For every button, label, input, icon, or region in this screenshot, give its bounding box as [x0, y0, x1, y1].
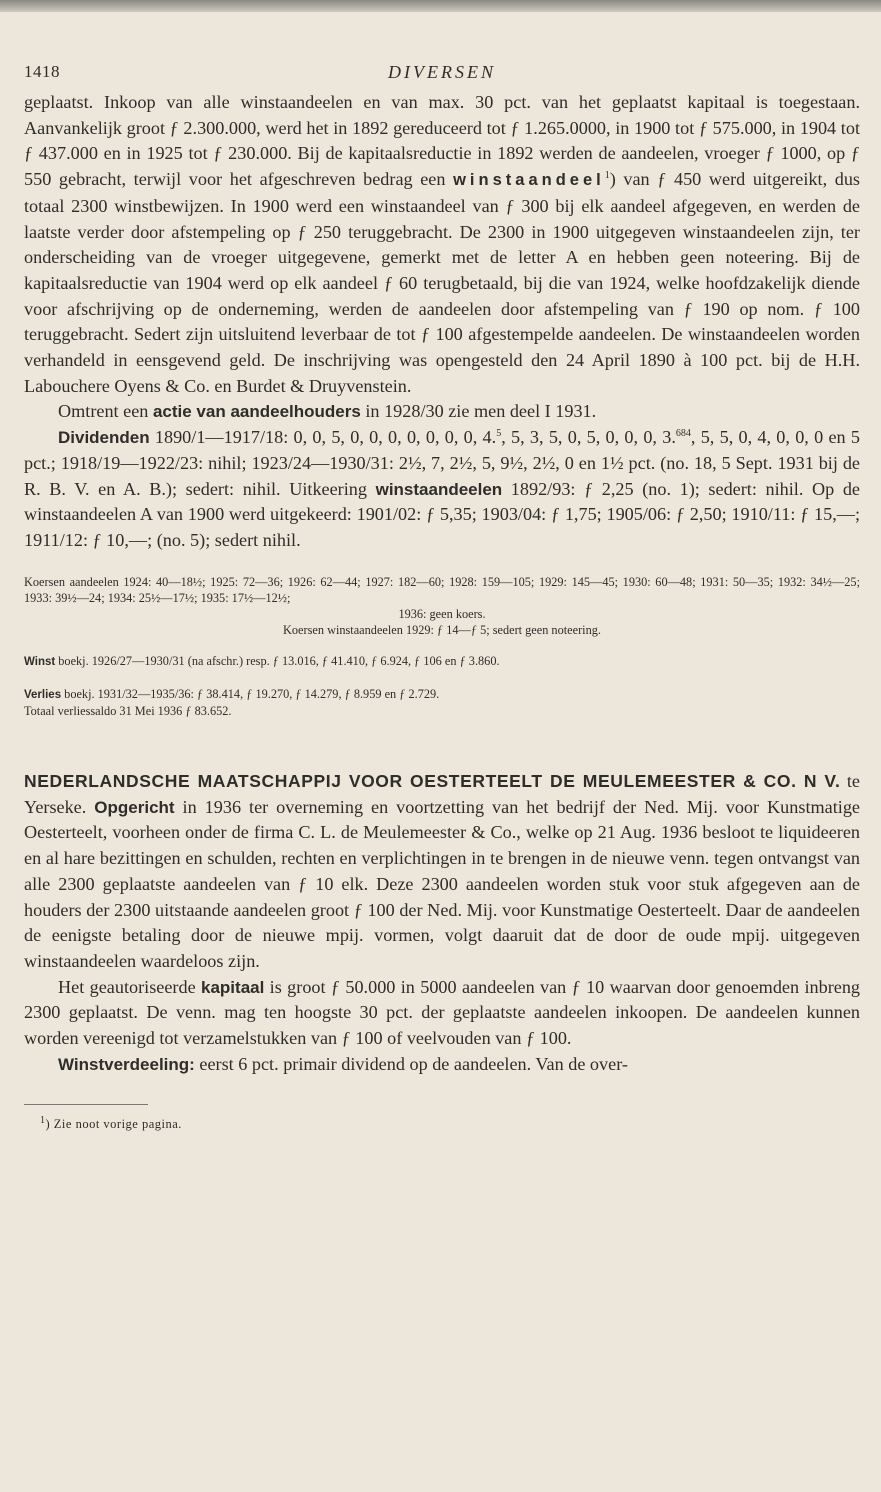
company-heading: NEDERLANDSCHE MAATSCHAPPIJ VOOR OESTERTEELT DE MEULEMEESTER & CO. N V. — [24, 771, 841, 792]
spaced-term: winstaandeel — [453, 171, 605, 190]
koersen-aandeelen-end: 1936: geen koers. — [398, 607, 486, 622]
footnote-divider — [24, 1104, 148, 1105]
running-title: DIVERSEN — [388, 62, 496, 82]
footnote: $^1$) Zie noot vorige pagina. — [40, 1114, 182, 1131]
paragraph-history: geplaatst. Inkoop van alle winstaandeelen en van max. 30 pct. van het geplaatst kapitaal is toegestaan. Aanvankelijk groot ƒ 2.300.000, werd het in 1892 gereduceerd tot ƒ 1.265.0000, in 1900 tot ƒ 575.000, in 1904 tot ƒ 437.000 en in 1925 tot ƒ 230.000. Bij de kapitaalsreductie in 1892 werden de aandeelen, vroeger ƒ 1000, op ƒ 550 gebracht, terwijl voor het afgeschreven bedrag een winstaandeel$^1$) van ƒ 450 werd uitgereikt, dus totaal 2300 winstbewijzen. In 1900 werd een winstaandeel van ƒ 300 bij elk aandeel afgegeven, en werden de laatste verder door afstempeling op ƒ 250 teruggebracht. De 2300 in 1900 uitgegeven winstaandeelen zijn, ter onderscheiding van de vroeger uitgegevene, gemerkt met de letter A en hebben geen noteering. Bij de kapitaalsreductie van 1904 werd op elk aandeel ƒ 60 terugbetaald, bij die van 1924, welke hoofdzakelijk diende voor afschrijving op de onderneming, werden de aandeelen door afstempeling van ƒ 190 op nom. ƒ 100 teruggebracht. Sedert zijn uitsluitend leverbaar de tot ƒ 100 afgestempelde aandeelen. De winstaandeelen worden verhandeld in eensgevend geld. De inschrijving was opengesteld den 24 April 1890 à 100 pct. bij de H.H. Labouchere Oyens & Co. en Burdet & Druyvenstein. — [24, 92, 860, 396]
top-edge — [0, 0, 881, 12]
paragraph-kapitaal: Het geautoriseerde kapitaal is groot ƒ 50.000 in 5000 aandeelen van ƒ 10 waarvan door genoemden inbreng 2300 geplaatst. De venn. mag ten hoogste 30 pct. der geplaatste aandeelen inkoopen. De aandeelen kunnen worden vereenigd tot verzamelstukken van ƒ 100 of veelvouden van ƒ 100. — [24, 976, 861, 1049]
totaal-line: Totaal verliessaldo 31 Mei 1936 ƒ 83.652. — [24, 703, 232, 718]
page-number: 1418 — [24, 62, 60, 81]
koersen-aandeelen: Koersen aandeelen 1924: 40—18½; 1925: 72—36; 1926: 62—44; 1927: 182—60; 1928: 159—105; 1929: 145—45; 1930: 60—48; 1931: 50—35; 1932: 34½—25; 1933: 39½—24; 1934: 25½—17½; 1935: 17½—12½; — [24, 574, 860, 605]
page — [24, 62, 860, 1132]
paragraph-dividenden: Dividenden 1890/1—1917/18: 0, 0, 5, 0, 0, 0, 0, 0, 0, 0, 4.$^5$, 5, 3, 5, 0, 5, 0, 0, 0, 3.$^{684}$, 5, 5, 0, 4, 0, 0, 0 en 5 pct.; 1918/19—1922/23: nihil; 1923/24—1930/31: 2½, 7, 2½, 5, 9½, 2½, 0 en 1½ pct. (no. 18, 5 Sept. 1931 bij de R. B. V. en A. B.); sedert: nihil. Uitkeering winstaandeelen 1892/93: ƒ 2,25 (no. 1); sedert: nihil. Op de winstaandeelen A van 1900 werd uitgekeerd: 1901/02: ƒ 5,35; 1903/04: ƒ 1,75; 1905/06: ƒ 2,50; 1910/11: ƒ 15,—; 1911/12: ƒ 10,—; (no. 5); sedert nihil. — [24, 427, 860, 550]
paragraph-actie: Omtrent een actie van aandeelhouders in 1928/30 zie men deel I 1931. — [58, 401, 597, 422]
page-header — [24, 62, 860, 90]
koersen-winstaandeelen: Koersen winstaandeelen 1929: ƒ 14—ƒ 5; sedert geen noteering. — [283, 623, 601, 638]
footnote-ref: 1 — [604, 170, 610, 182]
verlies-line: Verlies boekj. 1931/32—1935/36: ƒ 38.414, ƒ 19.270, ƒ 14.279, ƒ 8.959 en ƒ 2.729. — [24, 686, 440, 701]
paragraph-winstverdeeling: Winstverdeeling: eerst 6 pct. primair dividend op de aandeelen. Van de over- — [58, 1053, 628, 1074]
winst-line: Winst boekj. 1926/27—1930/31 (na afschr.) resp. ƒ 13.016, ƒ 41.410, ƒ 6.924, ƒ 106 en ƒ 3.860. — [24, 654, 500, 669]
paragraph-company: NEDERLANDSCHE MAATSCHAPPIJ VOOR OESTERTEELT DE MEULEMEESTER & CO. N V. te Yerseke. Opgericht in 1936 ter overneming en voortzetting van het bedrijf der Ned. Mij. voor Kunstmatige Oesterteelt, voorheen onder de firma C. L. de Meulemeester & Co., welke op 21 Aug. 1936 besloot te liquideeren en al hare bezittingen en schulden, rechten en verplichtingen in te brengen in de nieuwe venn. tegen ontvangst van alle 2300 geplaatste aandeelen van ƒ 10 elk. Deze 2300 aandeelen worden stuk voor stuk afgegeven aan de houders der 2300 uitstaande aandeelen groot ƒ 100 der Ned. Mij. voor Kunstmatige Oesterteelt. Daar de aandeelen de eenigste betaling door de nieuwe mpij. vormen, volgt daaruit dat de door de oude mpij. uitgegeven winstaandeelen waardeloos zijn. — [24, 771, 860, 971]
